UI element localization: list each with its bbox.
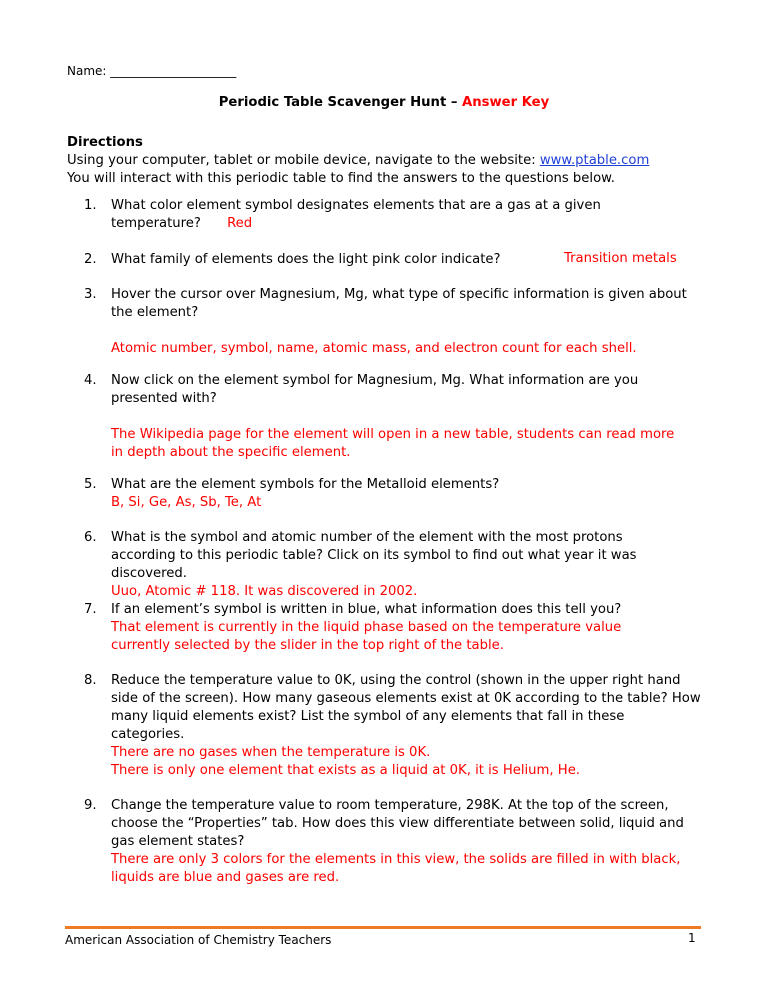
answer-text: Atomic number, symbol, name, atomic mass, and electron count for each shell. [111, 341, 637, 356]
answer-text: Red [227, 216, 253, 231]
answer-text: There are no gases when the temperature is 0K. [111, 745, 431, 760]
question-number: 2. [84, 252, 97, 267]
answer-text: There are only 3 colors for the elements in this view, the solids are filled in with black, liquids are blue and gases are red. [111, 852, 681, 885]
title-answer-key: Answer Key [462, 95, 550, 110]
answer-text: The Wikipedia page for the element will open in a new table, students can read more in depth about the specific element. [111, 427, 675, 460]
directions-line-1 [67, 152, 707, 170]
directions-text: Using your computer, tablet or mobile device, navigate to the website: [67, 153, 540, 168]
answer-text: That element is currently in the liquid phase based on the temperature value currently selected by the slider in the top right of the table. [111, 620, 622, 653]
question-text: Reduce the temperature value to 0K, using the control (shown in the upper right hand side of the screen). How many gaseous elements exist at 0K according to the table? How many liquid elements exist? List the symbol of any elements that fall in these categories. [111, 673, 701, 742]
question-9 [84, 797, 694, 887]
directions-heading: Directions [67, 135, 143, 150]
page-number: 1 [688, 931, 696, 945]
question-3 [84, 286, 694, 358]
answer-text: B, Si, Ge, As, Sb, Te, At [111, 495, 262, 510]
question-1 [84, 197, 694, 233]
question-number: 5. [84, 477, 97, 492]
question-text: Now click on the element symbol for Magnesium, Mg. What information are you presented with? [111, 373, 639, 406]
question-text: If an element’s symbol is written in blue, what information does this tell you? [111, 602, 622, 617]
answer-text-2: There is only one element that exists as a liquid at 0K, it is Helium, He. [111, 763, 580, 778]
page-title [0, 95, 768, 110]
footer-rule [65, 926, 701, 929]
question-number: 6. [84, 530, 97, 545]
footer-organization: American Association of Chemistry Teachers [65, 933, 332, 947]
question-text: What is the symbol and atomic number of the element with the most protons according to this periodic table? Click on its symbol to find out what year it was discovered. [111, 530, 637, 581]
question-7 [84, 601, 694, 655]
question-number: 1. [84, 198, 97, 213]
question-number: 9. [84, 798, 97, 813]
directions-line-2: You will interact with this periodic table to find the answers to the questions below. [67, 171, 615, 186]
ptable-link[interactable]: www.ptable.com [539, 153, 650, 168]
title-main: Periodic Table Scavenger Hunt – [218, 95, 463, 110]
question-number: 7. [84, 602, 97, 617]
question-text: What family of elements does the light pink color indicate? [111, 252, 501, 267]
question-5 [84, 476, 694, 512]
question-text: Hover the cursor over Magnesium, Mg, what type of specific information is given about the element? [111, 287, 687, 320]
question-6 [84, 529, 694, 601]
name-field-line: Name: _____________________ [67, 64, 237, 78]
question-text: Change the temperature value to room temperature, 298K. At the top of the screen, choose the “Properties” tab. How does this view differentiate between solid, liquid and gas element states? [111, 798, 684, 849]
directions-section [67, 134, 707, 188]
answer-text: Transition metals [564, 251, 677, 266]
question-number: 8. [84, 673, 97, 688]
question-text: What color element symbol designates elements that are a gas at a given temperature? [111, 198, 601, 231]
question-4 [84, 372, 694, 462]
question-number: 4. [84, 373, 97, 388]
question-number: 3. [84, 287, 97, 302]
question-text: What are the element symbols for the Metalloid elements? [111, 477, 500, 492]
question-8 [84, 672, 701, 780]
answer-text: Uuo, Atomic # 118. It was discovered in 2002. [111, 584, 418, 599]
